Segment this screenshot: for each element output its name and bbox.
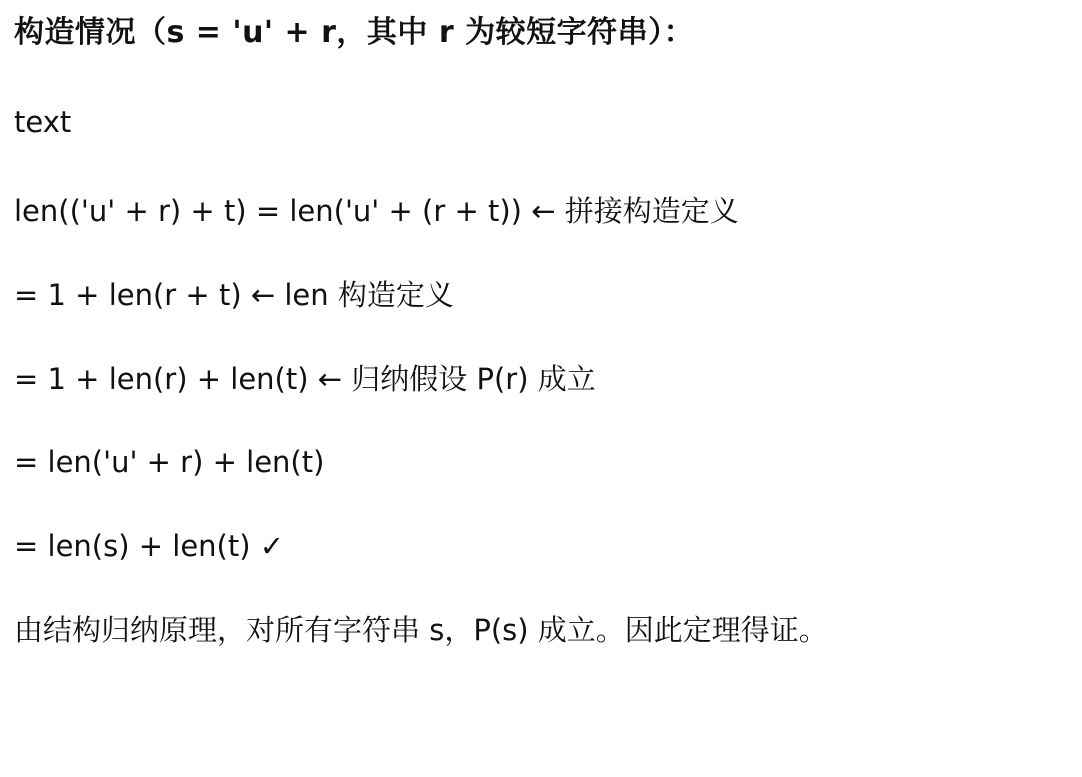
derivation-line: = 1 + len(r) + len(t) ← 归纳假设 P(r) 成立 [14, 361, 596, 396]
spacer [14, 398, 1066, 444]
derivation-line: = 1 + len(r + t) ← len 构造定义 [14, 277, 454, 312]
derivation-line: = len(s) + len(t) ✓ [14, 528, 285, 563]
code-block-label: text [14, 104, 72, 139]
conclusion-text: 由结构归纳原理，对所有字符串 s，P(s) 成立。因此定理得证。 [14, 612, 828, 647]
spacer [14, 52, 1066, 104]
spacer [14, 141, 1066, 193]
spacer [14, 566, 1066, 612]
spacer [14, 315, 1066, 361]
spacer [14, 231, 1066, 277]
derivation-line: len(('u' + r) + t) = len('u' + (r + t)) ← 拼接构造定义 [14, 194, 739, 229]
spacer [14, 482, 1066, 528]
page-title: 构造情况（s = 'u' + r，其中 r 为较短字符串）： [14, 15, 695, 50]
derivation-line: = len('u' + r) + len(t) [14, 445, 325, 480]
